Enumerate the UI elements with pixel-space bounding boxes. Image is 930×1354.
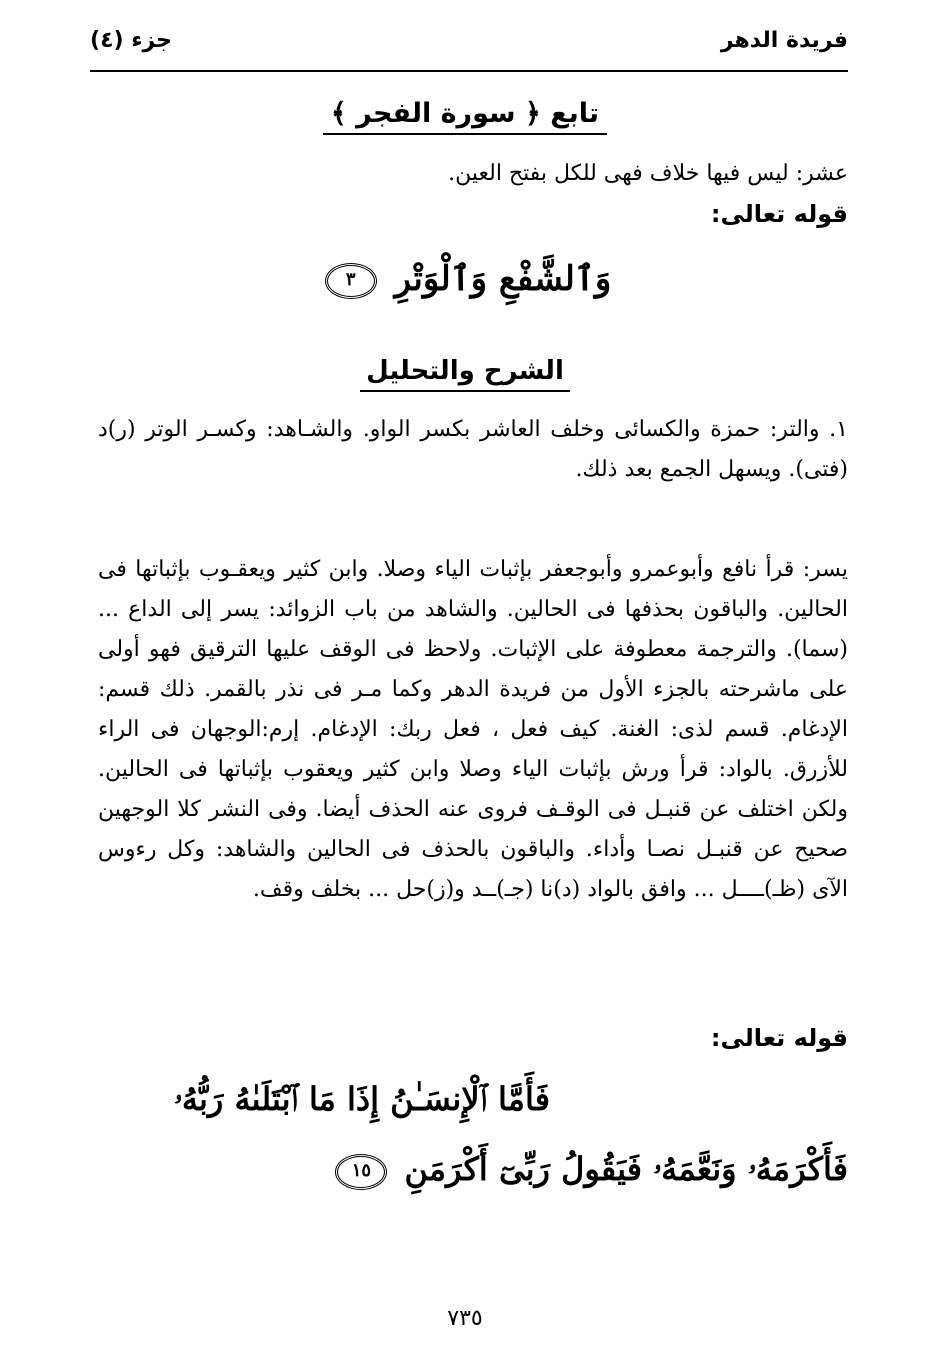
quran-verse-2-line2 bbox=[329, 1150, 848, 1190]
surah-title-text: تابع ﴿ سورة الفجر ﴾ bbox=[323, 98, 607, 135]
section-title bbox=[0, 356, 930, 386]
book-title: فريدة الدهر bbox=[720, 28, 848, 53]
page-number: ٧٣٥ bbox=[447, 1306, 483, 1331]
yasr-paragraph: يسر: قرأ نافع وأبوعمرو وأبوجعفر بإثبات الياء وصلا. وابن كثير ويعقـوب بإثباتها فى الحالين. والباقون بحذفها فى الحالين. والشاهد من باب الزوائد: يسر إلى الداع ... (سما). والترجمة معطوفة على الإثبات. ولاحظ فى الوقف عليها الترقيق فهو أولى على ماشرحته بالجزء الأول من فريدة الدهر وكما مـر فى نذر بالقمر. ذلك قسم: الإدغام. قسم لذى: الغنة. كيف فعل ، فعل ربك: الإدغام. إرم:الوجهان فى الراء للأزرق. بالواد: قرأ ورش بإثبات الياء وصلا وابن كثير ويعقوب بإثباتها فى الحالين. ولكن اختلف عن قنبـل فى الوقـف فروى عنه الحذف أيضا. وفى النشر كلا الوجهين صحيح عن قنبـل نصـا وأداء. والباقون بالحذف فى الحالين والشاهد: وكل رءوس الآى (ظـ)ــــل ... وافق بالواد (د)نا (جـ)ــد و(ز)حل ... بخلف وقف. bbox=[98, 557, 848, 902]
verse-2-line2-text: فَأَكْرَمَهُۥ وَنَعَّمَهُۥ فَيَقُولُ رَبِّىٓ أَكْرَمَنِ bbox=[404, 1150, 848, 1188]
page-header bbox=[90, 22, 848, 72]
point-1-text: ١. والتر: حمزة والكسائى وخلف العاشر بكسر الواو. والشـاهد: وكسـر الوتر (ر)د (فتى). ويسهل الجمع بعد ذلك. bbox=[98, 417, 848, 482]
qawluhu-label-2: قوله تعالى: bbox=[710, 1024, 848, 1052]
verse-1-text: وَٱلشَّفْعِ وَٱلْوَتْرِ bbox=[394, 259, 612, 299]
quran-verse-1 bbox=[0, 258, 930, 299]
section-title-text: الشرح والتحليل bbox=[360, 356, 570, 392]
ayah-number-badge: ٣ bbox=[325, 263, 377, 299]
qawluhu-label-1: قوله تعالى: bbox=[710, 200, 848, 228]
ayah-number-badge: ١٥ bbox=[335, 1154, 387, 1190]
intro-text: عشر: ليس فيها خلاف فهى للكل بفتح العين. bbox=[448, 161, 848, 186]
surah-title bbox=[0, 98, 930, 129]
quran-verse-2-line1: فَأَمَّا ٱلْإِنسَـٰنُ إِذَا مَا ٱبْتَلَىٰهُ رَبُّهُۥ bbox=[173, 1080, 550, 1118]
part-label: جزء (٤) bbox=[90, 28, 173, 53]
